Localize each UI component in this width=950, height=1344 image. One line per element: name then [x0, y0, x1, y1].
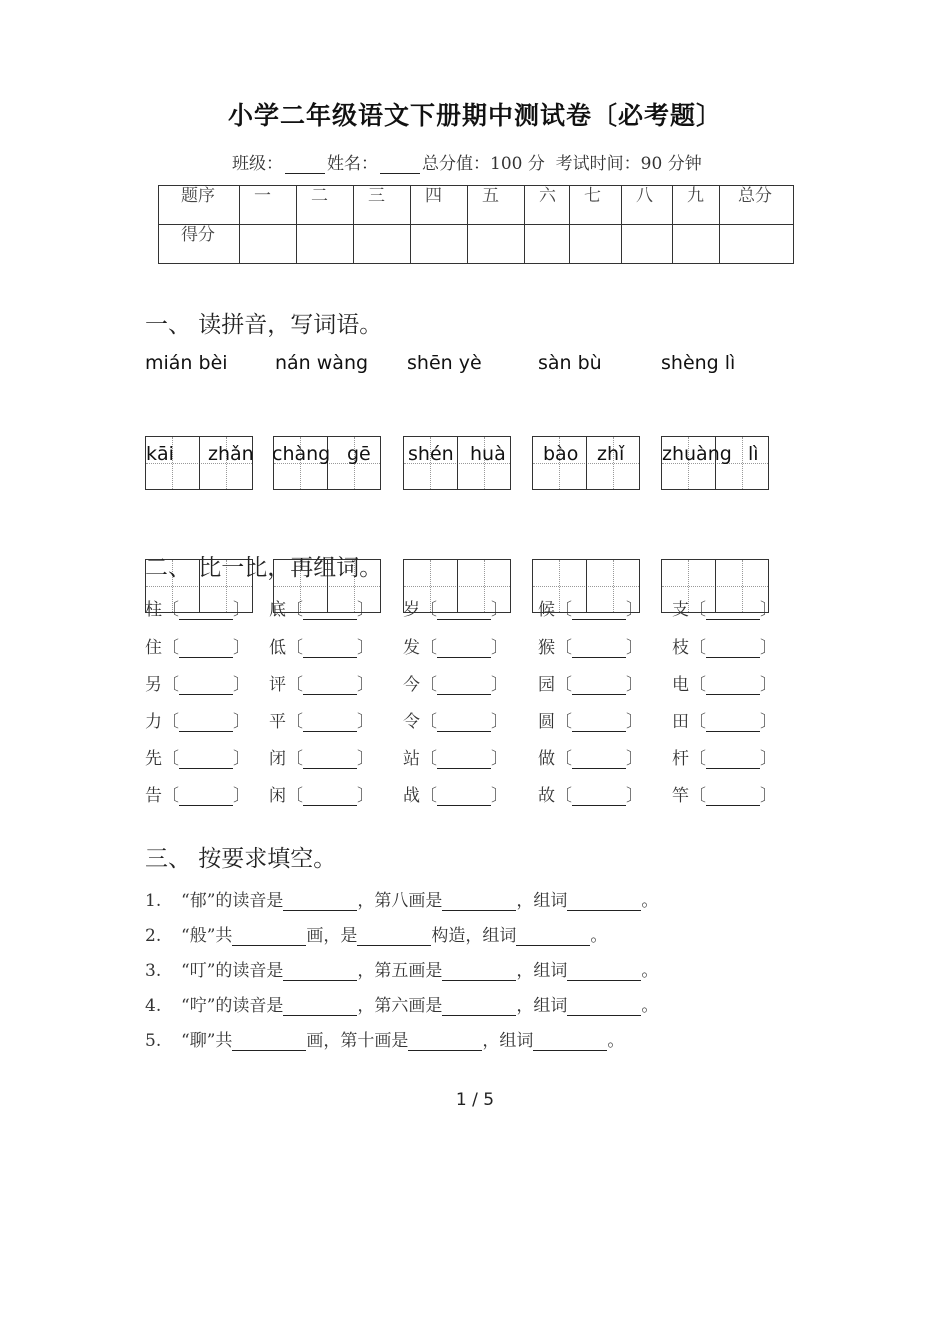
left-bracket: 〔 [420, 712, 437, 732]
writing-grid[interactable] [532, 436, 640, 490]
left-bracket: 〔 [420, 749, 437, 769]
table-header-cell: 四 [411, 186, 468, 225]
answer-blank[interactable] [437, 752, 491, 769]
grid-pinyin: bào [543, 443, 579, 465]
compare-char: 支 [672, 600, 689, 620]
left-bracket: 〔 [555, 749, 572, 769]
compare-item [403, 595, 508, 620]
item-text: “般”共 [181, 926, 233, 946]
right-bracket: 〕 [760, 675, 777, 695]
total-label: 总分值：100 分 [422, 154, 545, 174]
compare-char: 竿 [672, 786, 689, 806]
answer-blank[interactable] [437, 678, 491, 695]
left-bracket: 〔 [162, 675, 179, 695]
answer-blank[interactable] [179, 603, 233, 620]
section-2-title: 二、 比一比，再组词。 [145, 555, 383, 581]
right-bracket: 〕 [357, 749, 374, 769]
item-number: 2. [145, 926, 162, 946]
compare-item [538, 595, 643, 620]
score-cell[interactable] [622, 225, 673, 264]
compare-item [672, 595, 777, 620]
compare-item [145, 633, 250, 658]
answer-blank[interactable] [567, 999, 641, 1016]
right-bracket: 〕 [491, 600, 508, 620]
item-text: 。 [641, 996, 659, 1016]
score-cell[interactable] [720, 225, 794, 264]
item-text: 构造，组词 [431, 926, 517, 946]
answer-blank[interactable] [437, 715, 491, 732]
compare-char: 住 [145, 638, 162, 658]
right-bracket: 〕 [760, 749, 777, 769]
grid-pinyin: zhǎn [208, 443, 254, 465]
right-bracket: 〕 [357, 712, 374, 732]
table-header-cell: 五 [468, 186, 525, 225]
item-number: 1. [145, 891, 162, 911]
compare-item [672, 670, 777, 695]
score-cell[interactable] [468, 225, 525, 264]
compare-item [269, 781, 374, 806]
left-bracket: 〔 [162, 786, 179, 806]
answer-blank[interactable] [179, 789, 233, 806]
right-bracket: 〕 [233, 675, 250, 695]
answer-blank[interactable] [303, 752, 357, 769]
table-header-cell: 总分 [720, 186, 794, 225]
compare-char: 猴 [538, 638, 555, 658]
fill-in-item [145, 991, 658, 1016]
compare-char: 站 [403, 749, 420, 769]
left-bracket: 〔 [555, 638, 572, 658]
answer-blank[interactable] [437, 789, 491, 806]
fill-in-item [145, 921, 607, 946]
right-bracket: 〕 [491, 712, 508, 732]
right-bracket: 〕 [233, 712, 250, 732]
answer-blank[interactable] [357, 929, 431, 946]
answer-blank[interactable] [437, 603, 491, 620]
compare-char: 告 [145, 786, 162, 806]
writing-grid[interactable] [273, 436, 381, 490]
score-table [158, 185, 794, 264]
table-header-cell: 六 [525, 186, 570, 225]
right-bracket: 〕 [626, 600, 643, 620]
section-1-title: 一、 读拼音，写词语。 [145, 312, 383, 338]
answer-blank[interactable] [442, 894, 516, 911]
answer-blank[interactable] [179, 641, 233, 658]
compare-item [672, 781, 777, 806]
compare-char: 候 [538, 600, 555, 620]
answer-blank[interactable] [303, 715, 357, 732]
item-text: ，组词 [482, 1031, 534, 1051]
compare-item [672, 633, 777, 658]
compare-char: 战 [403, 786, 420, 806]
score-row [159, 225, 794, 264]
answer-blank[interactable] [572, 678, 626, 695]
compare-char: 柱 [145, 600, 162, 620]
compare-char: 枝 [672, 638, 689, 658]
left-bracket: 〔 [286, 675, 303, 695]
compare-item [269, 707, 374, 732]
compare-item [538, 707, 643, 732]
pinyin-item: mián bèi [145, 352, 228, 374]
item-text: “郁”的读音是 [181, 891, 284, 911]
left-bracket: 〔 [286, 638, 303, 658]
pinyin-item: sàn bù [538, 352, 602, 374]
left-bracket: 〔 [689, 749, 706, 769]
compare-char: 令 [403, 712, 420, 732]
compare-char: 岁 [403, 600, 420, 620]
right-bracket: 〕 [357, 675, 374, 695]
score-cell[interactable] [570, 225, 622, 264]
item-text: “咛”的读音是 [181, 996, 284, 1016]
answer-blank[interactable] [706, 789, 760, 806]
grid-pinyin: chàng [272, 443, 331, 465]
grid-pinyin: zhuàng [662, 443, 732, 465]
compare-item [403, 707, 508, 732]
item-number: 5. [145, 1031, 162, 1051]
answer-blank[interactable] [572, 789, 626, 806]
item-text: 画，第十画是 [306, 1031, 409, 1051]
table-header-cell: 八 [622, 186, 673, 225]
item-text: ，第五画是 [357, 961, 443, 981]
name-blank[interactable] [380, 155, 420, 174]
time-label: 考试时间：90 分钟 [555, 154, 702, 174]
section-3-title: 三、 按要求填空。 [145, 846, 337, 872]
score-header-row [159, 186, 794, 225]
left-bracket: 〔 [555, 600, 572, 620]
item-text: ，组词 [516, 961, 568, 981]
answer-blank[interactable] [572, 603, 626, 620]
left-bracket: 〔 [689, 712, 706, 732]
right-bracket: 〕 [626, 712, 643, 732]
right-bracket: 〕 [233, 600, 250, 620]
left-bracket: 〔 [689, 638, 706, 658]
compare-item [538, 633, 643, 658]
left-bracket: 〔 [162, 638, 179, 658]
grid-pinyin: kāi [146, 443, 174, 465]
item-text: 画，是 [306, 926, 358, 946]
right-bracket: 〕 [357, 638, 374, 658]
answer-blank[interactable] [303, 641, 357, 658]
right-bracket: 〕 [760, 638, 777, 658]
compare-item [269, 595, 374, 620]
left-bracket: 〔 [162, 712, 179, 732]
answer-blank[interactable] [437, 641, 491, 658]
compare-char: 田 [672, 712, 689, 732]
answer-blank[interactable] [232, 929, 306, 946]
answer-blank[interactable] [572, 715, 626, 732]
pinyin-item: shèng lì [661, 352, 736, 374]
right-bracket: 〕 [626, 675, 643, 695]
exam-info [232, 149, 702, 174]
table-header-cell: 九 [673, 186, 720, 225]
right-bracket: 〕 [233, 638, 250, 658]
grid-pinyin: gē [347, 443, 371, 465]
compare-char: 今 [403, 675, 420, 695]
left-bracket: 〔 [420, 675, 437, 695]
left-bracket: 〔 [689, 786, 706, 806]
answer-blank[interactable] [706, 641, 760, 658]
compare-item [672, 707, 777, 732]
item-text: 。 [641, 961, 659, 981]
answer-blank[interactable] [408, 1034, 482, 1051]
answer-blank[interactable] [303, 789, 357, 806]
compare-char: 杆 [672, 749, 689, 769]
compare-char: 电 [672, 675, 689, 695]
compare-char: 底 [269, 600, 286, 620]
compare-item [269, 670, 374, 695]
fill-in-item [145, 956, 658, 981]
answer-blank[interactable] [283, 964, 357, 981]
answer-blank[interactable] [283, 894, 357, 911]
class-blank[interactable] [285, 155, 325, 174]
compare-char: 先 [145, 749, 162, 769]
left-bracket: 〔 [420, 600, 437, 620]
item-text: 。 [590, 926, 608, 946]
answer-blank[interactable] [567, 964, 641, 981]
score-cell[interactable] [297, 225, 354, 264]
table-header-cell: 题序 [159, 186, 240, 225]
score-cell[interactable] [240, 225, 297, 264]
item-text: “叮”的读音是 [181, 961, 284, 981]
left-bracket: 〔 [689, 675, 706, 695]
compare-item [403, 670, 508, 695]
grid-pinyin: lì [748, 443, 759, 465]
compare-char: 低 [269, 638, 286, 658]
item-text: 。 [607, 1031, 625, 1051]
score-cell[interactable] [411, 225, 468, 264]
writing-grid[interactable] [145, 436, 253, 490]
compare-char: 平 [269, 712, 286, 732]
answer-blank[interactable] [572, 752, 626, 769]
right-bracket: 〕 [233, 786, 250, 806]
item-text: ，组词 [516, 996, 568, 1016]
score-cell[interactable] [525, 225, 570, 264]
left-bracket: 〔 [555, 675, 572, 695]
answer-blank[interactable] [179, 678, 233, 695]
answer-blank[interactable] [283, 999, 357, 1016]
right-bracket: 〕 [491, 786, 508, 806]
score-cell[interactable] [354, 225, 411, 264]
left-bracket: 〔 [286, 749, 303, 769]
compare-item [269, 633, 374, 658]
compare-item [145, 707, 250, 732]
left-bracket: 〔 [162, 749, 179, 769]
right-bracket: 〕 [760, 786, 777, 806]
compare-char: 评 [269, 675, 286, 695]
writing-grid[interactable] [661, 436, 769, 490]
writing-grid[interactable] [403, 436, 511, 490]
table-header-cell: 一 [240, 186, 297, 225]
item-text: ，第八画是 [357, 891, 443, 911]
compare-item [403, 744, 508, 769]
compare-char: 圆 [538, 712, 555, 732]
compare-char: 故 [538, 786, 555, 806]
compare-item [145, 744, 250, 769]
compare-item [672, 744, 777, 769]
table-header-cell: 七 [570, 186, 622, 225]
compare-char: 闲 [269, 786, 286, 806]
page-number: 1 / 5 [455, 1090, 495, 1110]
answer-blank[interactable] [706, 678, 760, 695]
item-number: 4. [145, 996, 162, 1016]
compare-char: 做 [538, 749, 555, 769]
pinyin-item: shēn yè [407, 352, 482, 374]
answer-blank[interactable] [179, 752, 233, 769]
answer-blank[interactable] [516, 929, 590, 946]
right-bracket: 〕 [357, 786, 374, 806]
name-label: 姓名： [327, 154, 378, 174]
item-text: ，第六画是 [357, 996, 443, 1016]
pinyin-item: nán wàng [275, 352, 369, 374]
left-bracket: 〔 [555, 712, 572, 732]
answer-blank[interactable] [442, 999, 516, 1016]
item-text: 。 [641, 891, 659, 911]
answer-blank[interactable] [706, 715, 760, 732]
compare-char: 发 [403, 638, 420, 658]
fill-in-item [145, 1026, 624, 1051]
compare-item [538, 744, 643, 769]
left-bracket: 〔 [555, 786, 572, 806]
left-bracket: 〔 [162, 600, 179, 620]
compare-item [269, 744, 374, 769]
answer-blank[interactable] [706, 603, 760, 620]
compare-char: 园 [538, 675, 555, 695]
compare-item [538, 670, 643, 695]
score-cell[interactable] [673, 225, 720, 264]
answer-blank[interactable] [567, 894, 641, 911]
right-bracket: 〕 [233, 749, 250, 769]
answer-blank[interactable] [232, 1034, 306, 1051]
left-bracket: 〔 [689, 600, 706, 620]
right-bracket: 〕 [357, 600, 374, 620]
right-bracket: 〕 [491, 675, 508, 695]
left-bracket: 〔 [286, 600, 303, 620]
answer-blank[interactable] [706, 752, 760, 769]
compare-item [145, 595, 250, 620]
answer-blank[interactable] [442, 964, 516, 981]
grid-pinyin: huà [470, 443, 506, 465]
left-bracket: 〔 [420, 638, 437, 658]
right-bracket: 〕 [491, 638, 508, 658]
page-title: 小学二年级语文下册期中测试卷〔必考题〕 [227, 101, 722, 130]
table-header-cell: 二 [297, 186, 354, 225]
compare-char: 另 [145, 675, 162, 695]
item-text: “聊”共 [181, 1031, 233, 1051]
right-bracket: 〕 [626, 786, 643, 806]
compare-char: 闭 [269, 749, 286, 769]
right-bracket: 〕 [491, 749, 508, 769]
table-header-cell: 三 [354, 186, 411, 225]
answer-blank[interactable] [533, 1034, 607, 1051]
compare-item [145, 781, 250, 806]
compare-item [538, 781, 643, 806]
answer-blank[interactable] [303, 603, 357, 620]
answer-blank[interactable] [572, 641, 626, 658]
grid-pinyin: zhǐ [597, 443, 625, 465]
compare-item [403, 781, 508, 806]
class-label: 班级： [232, 154, 283, 174]
right-bracket: 〕 [760, 712, 777, 732]
compare-char: 力 [145, 712, 162, 732]
fill-in-item [145, 886, 658, 911]
answer-blank[interactable] [179, 715, 233, 732]
right-bracket: 〕 [626, 749, 643, 769]
compare-item [403, 633, 508, 658]
grid-pinyin: shén [408, 443, 454, 465]
right-bracket: 〕 [626, 638, 643, 658]
score-row-label: 得分 [159, 225, 240, 264]
item-number: 3. [145, 961, 162, 981]
left-bracket: 〔 [420, 786, 437, 806]
answer-blank[interactable] [303, 678, 357, 695]
item-text: ，组词 [516, 891, 568, 911]
right-bracket: 〕 [760, 600, 777, 620]
left-bracket: 〔 [286, 786, 303, 806]
left-bracket: 〔 [286, 712, 303, 732]
compare-item [145, 670, 250, 695]
